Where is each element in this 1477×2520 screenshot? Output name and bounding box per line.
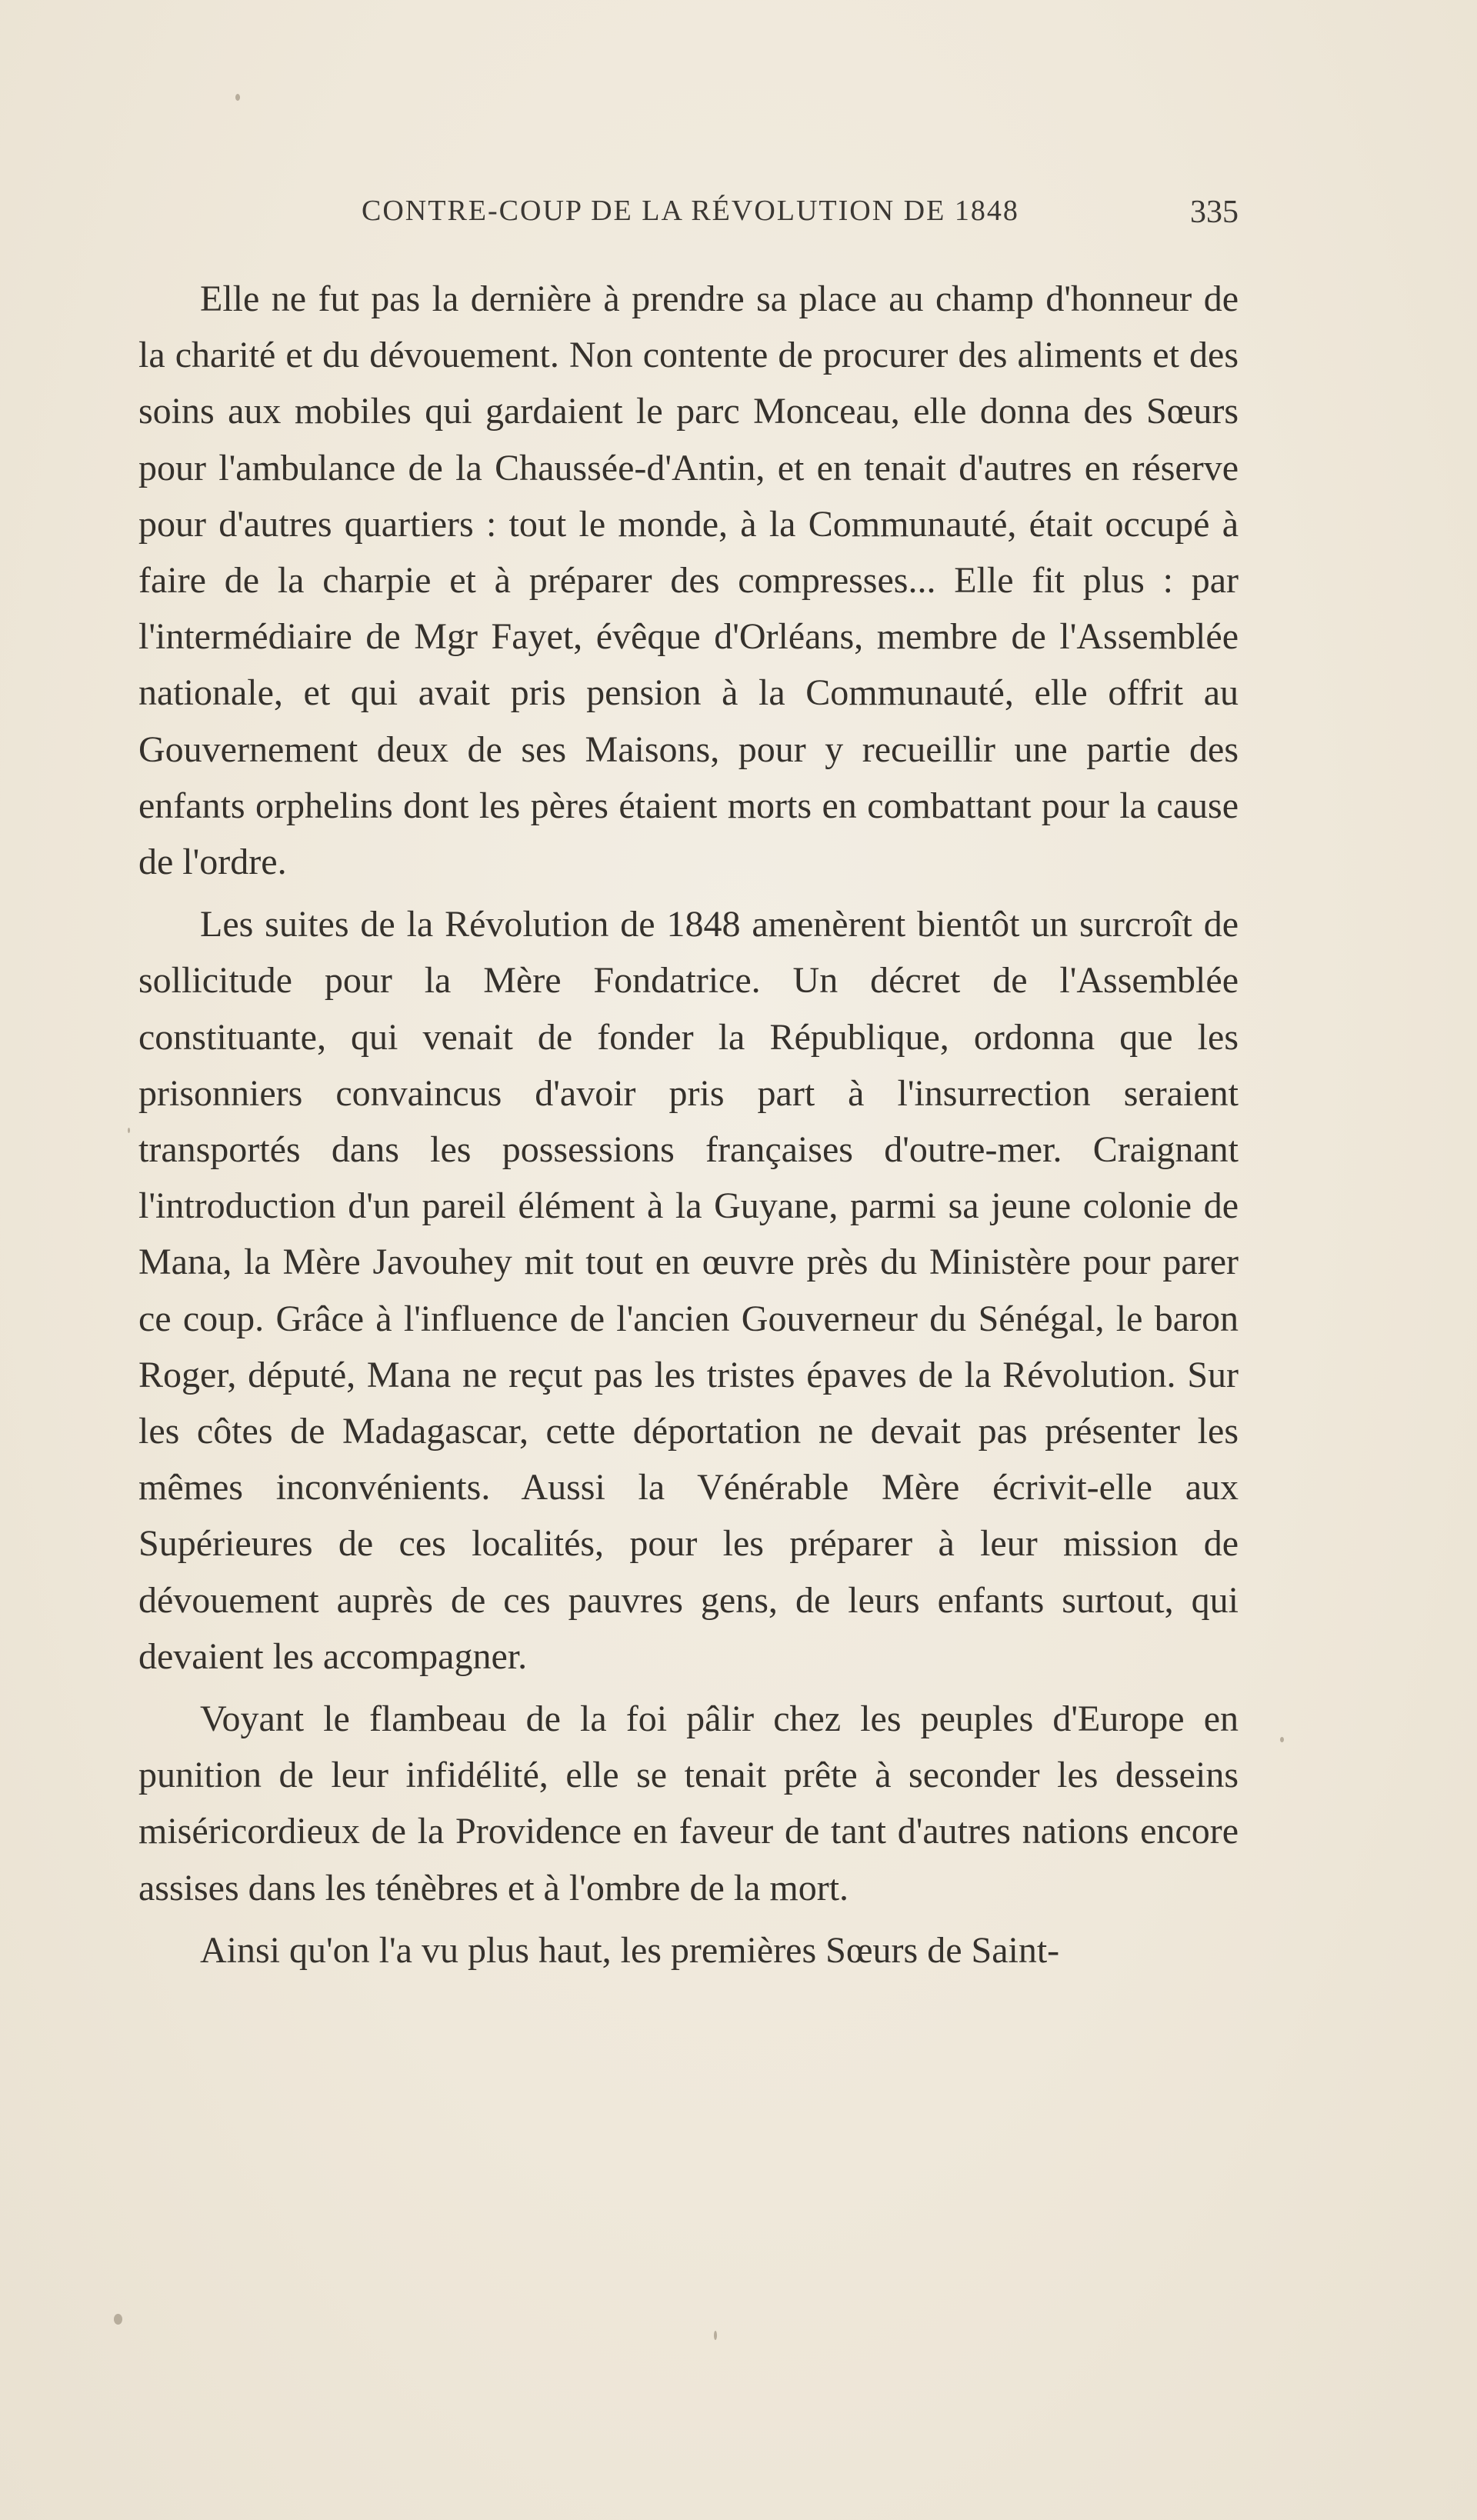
ink-speck [714,2331,717,2340]
paragraph: Voyant le flambeau de la foi pâlir chez les peuples d'Europe en punition de leur infidélité, elle se tenait prête à seconder les desseins miséricordieux de la Providence en faveur de tant d'autres nations encore assises dans les ténèbres et à l'ombre de la mort. [138,1698,1239,1908]
ink-speck [1280,1737,1284,1742]
ink-speck [235,94,240,101]
page-header [362,194,1239,240]
body-text [138,271,1239,1978]
paragraph: Les suites de la Révolution de 1848 amenèrent bientôt un surcroît de sollicitude pour la Mère Fondatrice. Un décret de l'Assemblée constituante, qui venait de fonder la République, ordonna que les prisonniers convaincus d'avoir pris part à l'insurrection seraient transportés dans les possessions françaises d'outre-mer. Craignant l'introduction d'un pareil élément à la Guyane, parmi sa jeune colonie de Mana, la Mère Javouhey mit tout en œuvre près du Ministère pour parer ce coup. Grâce à l'influence de l'ancien Gouverneur du Sénégal, le baron Roger, député, Mana ne reçut pas les tristes épaves de la Révolution. Sur les côtes de Madagascar, cette déportation ne devait pas présenter les mêmes inconvénients. Aussi la Vénérable Mère écrivit-elle aux Supérieures de ces localités, pour les préparer à leur mission de dévouement auprès de ces pauvres gens, de leurs enfants surtout, qui devaient les accompagner. [138,904,1239,1677]
paragraph: Elle ne fut pas la dernière à prendre sa place au champ d'honneur de la charité et du dévouement. Non contente de procurer des aliments et des soins aux mobiles qui gardaient le parc Monceau, elle donna des Sœurs pour l'ambulance de la Chaussée-d'Antin, et en tenait d'autres en réserve pour d'autres quartiers : tout le monde, à la Communauté, était occupé à faire de la charpie et à préparer des compresses... Elle fit plus : par l'intermédiaire de Mgr Fayet, évêque d'Orléans, membre de l'Assemblée nationale, et qui avait pris pension à la Communauté, elle offrit au Gouvernement deux de ses Maisons, pour y recueillir une partie des enfants orphelins dont les pères étaient morts en combattant pour la cause de l'ordre. [138,278,1239,883]
running-title: CONTRE-COUP DE LA RÉVOLUTION DE 1848 [362,195,1019,227]
page-number: 335 [1190,195,1239,230]
ink-speck [128,1128,130,1133]
paragraph: Ainsi qu'on l'a vu plus haut, les premières Sœurs de Saint- [200,1929,1060,1971]
ink-speck [114,2314,122,2325]
